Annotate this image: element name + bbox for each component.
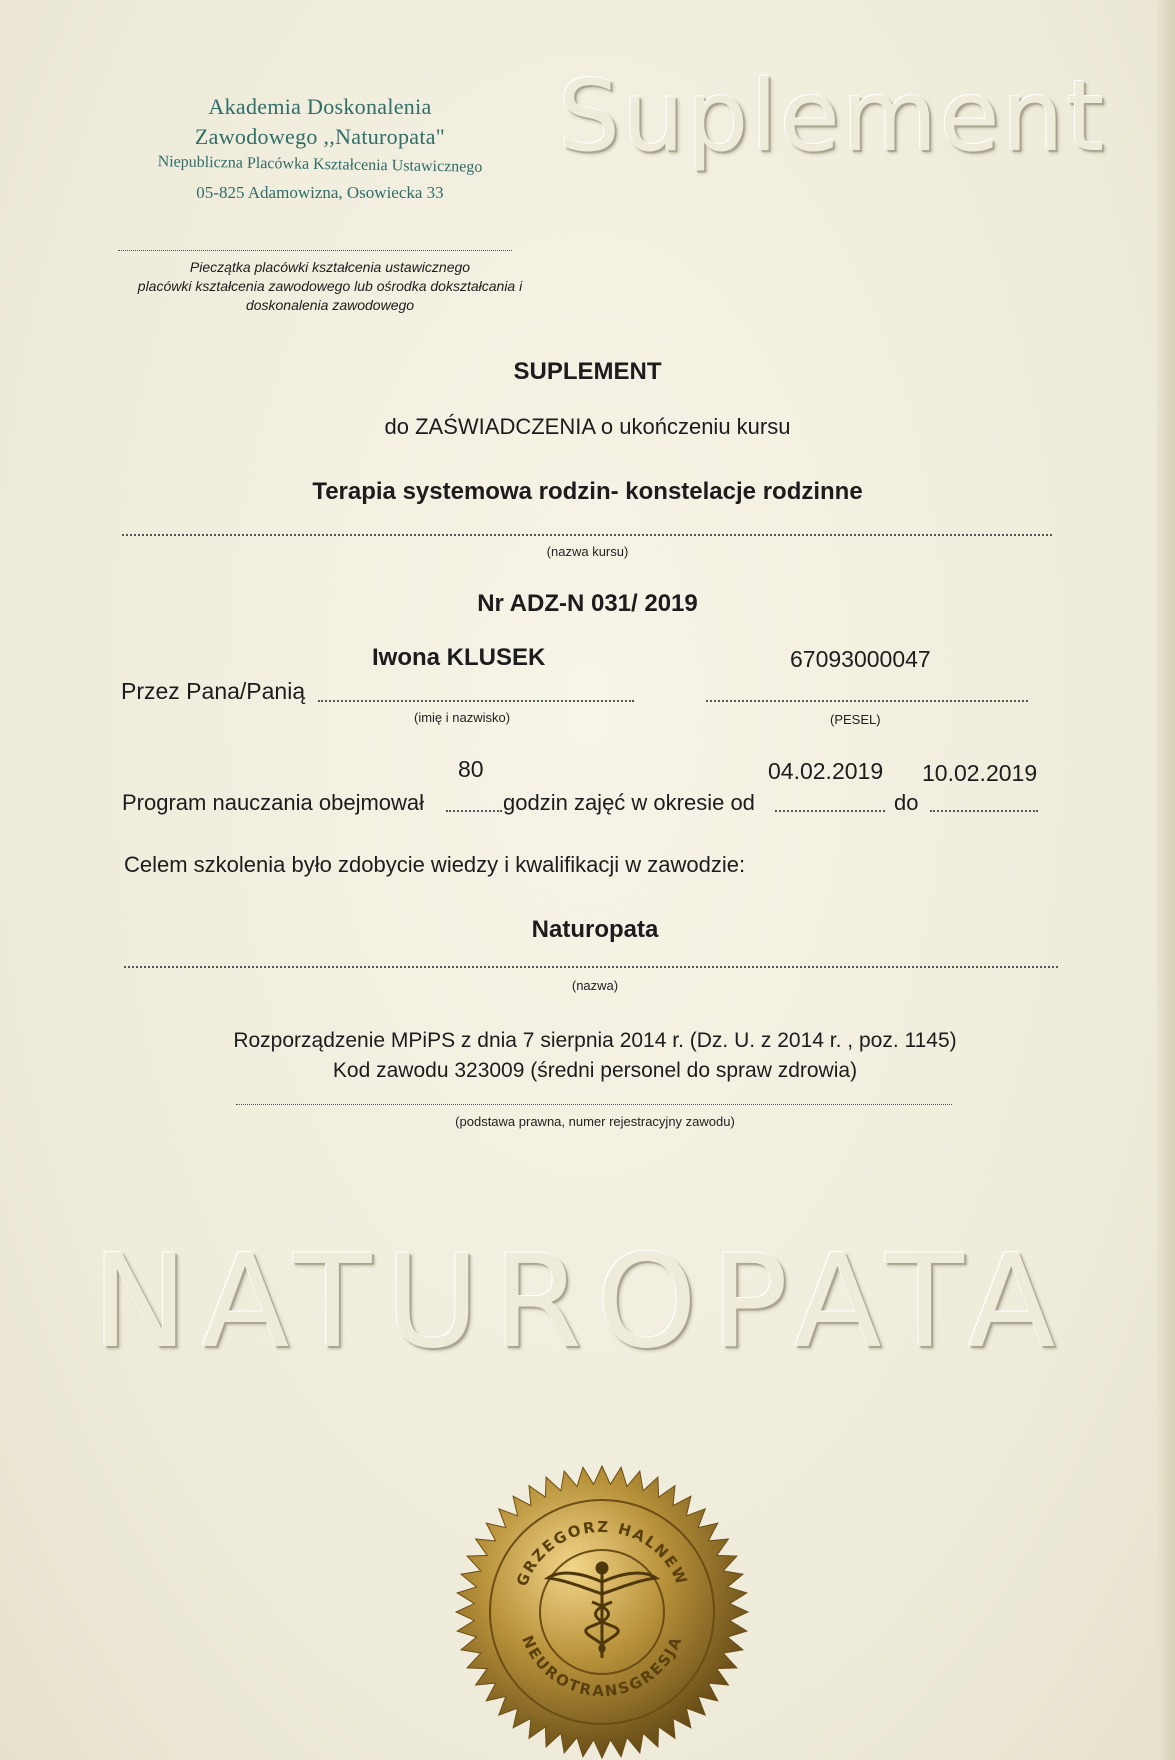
- certificate-number: Nr ADZ-N 031/ 2019: [477, 590, 698, 617]
- hours-dotted-line: [446, 810, 502, 812]
- stamp-line-3: Niepubliczna Placówka Kształcenia Ustawicznego: [157, 153, 483, 176]
- seal-text-bottom: NEUROTRANSGRESJA: [518, 1632, 686, 1701]
- stamp-caption: [100, 258, 560, 315]
- program-date-from: 04.02.2019: [768, 758, 884, 784]
- person-name: Iwona KLUSEK: [372, 644, 546, 671]
- date-from-dotted-line: [775, 810, 885, 812]
- course-name: Terapia systemowa rodzin- konstelacje rodzinne: [312, 478, 863, 505]
- program-hours: 80: [458, 756, 484, 782]
- profession-dotted-line: [124, 966, 1058, 968]
- program-label-1: Program nauczania obejmował: [122, 790, 425, 815]
- stamp-caption-line-3: doskonalenia zawodowego: [245, 297, 415, 313]
- document-subtitle: do ZAŚWIADCZENIA o ukończeniu kursu: [384, 414, 791, 439]
- legal-basis-line-2: Kod zawodu 323009 (średni personel do spraw zdrowia): [332, 1059, 858, 1082]
- legal-basis-line-1: Rozporządzenie MPiPS z dnia 7 sierpnia 2014 r. (Dz. U. z 2014 r. , poz. 1145): [233, 1029, 957, 1052]
- course-dotted-line: [122, 534, 1052, 536]
- stamp-dotted-line: [118, 250, 512, 251]
- stamp-line-2: Zawodowego ,,Naturopata": [194, 124, 446, 149]
- embossed-watermark: NATUROPATA: [92, 1228, 1070, 1377]
- program-label-3: do: [894, 790, 919, 815]
- name-caption: (imię i nazwisko): [414, 710, 511, 725]
- legal-basis: [0, 1026, 1175, 1086]
- pesel-dotted-line: [706, 700, 1028, 702]
- legal-caption: (podstawa prawna, numer rejestracyjny zawodu): [455, 1114, 735, 1129]
- embossed-title: Suplement: [558, 60, 1107, 174]
- stamp-line-1: Akademia Doskonalenia: [208, 94, 432, 119]
- program-label-2: godzin zajęć w okresie od: [503, 790, 755, 815]
- stamp-line-4: 05-825 Adamowizna, Osowiecka 33: [196, 183, 444, 202]
- pesel-caption: (PESEL): [830, 712, 881, 727]
- program-date-to: 10.02.2019: [922, 760, 1038, 786]
- seal-text-top: GRZEGORZ HALNEW: [512, 1517, 692, 1589]
- gold-seal: [452, 1462, 752, 1760]
- goal-text: Celem szkolenia było zdobycie wiedzy i kwalifikacji w zawodzie:: [124, 852, 746, 877]
- person-pesel: 67093000047: [790, 646, 931, 672]
- name-dotted-line: [318, 700, 634, 702]
- profession-caption: (nazwa): [571, 978, 619, 993]
- legal-dotted-line: [236, 1104, 952, 1105]
- document-title: SUPLEMENT: [513, 358, 662, 385]
- person-label: Przez Pana/Panią: [121, 678, 306, 704]
- page-edge: [1157, 0, 1175, 1760]
- date-to-dotted-line: [930, 810, 1038, 812]
- profession-name: Naturopata: [531, 916, 659, 943]
- course-caption: (nazwa kursu): [546, 544, 629, 559]
- stamp-caption-line-1: Pieczątka placówki kształcenia ustawicznego: [189, 259, 471, 275]
- institution-stamp: [110, 92, 530, 208]
- stamp-caption-line-2: placówki kształcenia zawodowego lub ośrodka dokształcania i: [137, 278, 523, 294]
